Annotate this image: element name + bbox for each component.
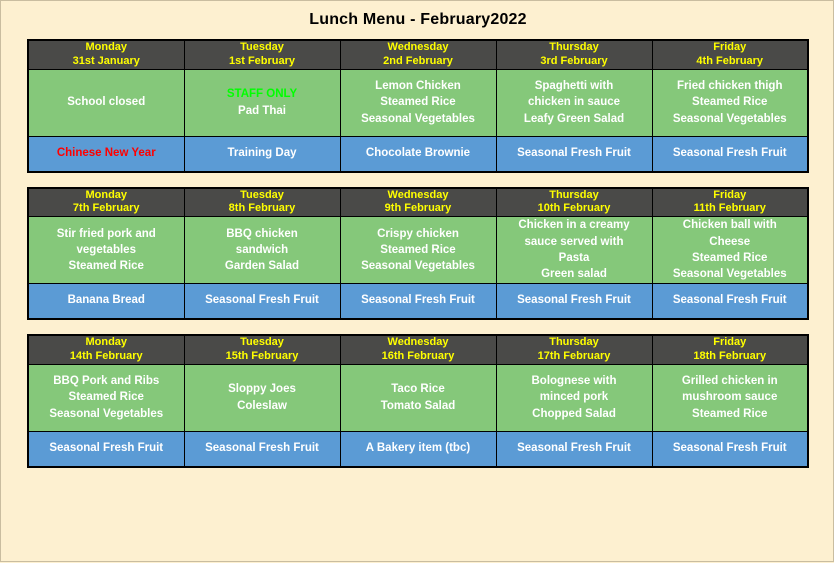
day-header-cell [184, 335, 340, 364]
day-header-cell [184, 40, 340, 69]
day-date: 2nd February [383, 54, 453, 67]
day-name: Tuesday [240, 188, 284, 201]
dessert-cell [340, 431, 496, 467]
menu-line: Chopped Salad [532, 407, 616, 420]
day-header-cell [184, 188, 340, 217]
menu-line: BBQ chicken [226, 227, 298, 240]
main-course-cell [184, 217, 340, 284]
page-title: Lunch Menu - February2022 [309, 11, 527, 28]
day-date: 14th February [69, 349, 143, 362]
menu-line: Steamed Rice [380, 243, 456, 256]
dessert-cell [184, 284, 340, 320]
menu-line: Pad Thai [238, 104, 286, 117]
day-date: 16th February [381, 349, 455, 362]
main-course-row [28, 364, 808, 431]
weeks-container [27, 39, 809, 468]
menu-line: Seasonal Fresh Fruit [517, 294, 631, 307]
day-date: 18th February [693, 349, 767, 362]
menu-page [1, 1, 834, 563]
menu-line: Seasonal Fresh Fruit [517, 146, 631, 159]
menu-line: sandwich [235, 243, 289, 256]
menu-line: Crispy chicken [377, 227, 459, 240]
menu-line: minced pork [539, 391, 609, 404]
day-name: Thursday [549, 41, 599, 53]
menu-line: STAFF ONLY [226, 88, 298, 101]
main-course-cell [28, 69, 184, 136]
menu-line: BBQ Pork and Ribs [53, 375, 160, 387]
day-date: 31st January [72, 54, 140, 67]
menu-line: Chocolate Brownie [365, 146, 471, 159]
week-table [27, 39, 809, 173]
day-name: Friday [713, 336, 747, 348]
dessert-row [28, 431, 808, 467]
dessert-row [28, 136, 808, 172]
day-name: Wednesday [387, 188, 449, 201]
main-course-cell [184, 364, 340, 431]
menu-line: Steamed Rice [692, 96, 768, 109]
main-course-cell [340, 217, 496, 284]
day-name: Friday [713, 188, 747, 201]
main-course-cell [496, 69, 652, 136]
day-date: 1st February [228, 54, 296, 67]
menu-line: Training Day [227, 146, 297, 159]
dessert-cell [184, 431, 340, 467]
dessert-row [28, 284, 808, 320]
day-header-cell [28, 188, 184, 217]
menu-line: Seasonal Vegetables [672, 268, 787, 281]
day-header-cell [340, 188, 496, 217]
menu-line: Seasonal Vegetables [49, 407, 164, 420]
day-header-cell [652, 40, 808, 69]
main-course-cell [28, 217, 184, 284]
main-course-cell [340, 69, 496, 136]
dessert-cell [652, 136, 808, 172]
menu-line: Chinese New Year [56, 146, 156, 159]
menu-line: Seasonal Fresh Fruit [205, 294, 319, 307]
menu-line: Seasonal Fresh Fruit [672, 294, 787, 307]
main-course-row [28, 217, 808, 284]
menu-line: Steamed Rice [692, 252, 768, 264]
dessert-cell [340, 136, 496, 172]
menu-line: Sloppy Joes [228, 383, 296, 396]
menu-line: Banana Bread [67, 294, 145, 307]
day-name: Tuesday [240, 336, 284, 348]
dessert-cell [652, 284, 808, 320]
day-name: Tuesday [240, 41, 284, 53]
menu-line: Seasonal Vegetables [361, 260, 475, 273]
menu-line: chicken in sauce [527, 96, 621, 109]
menu-line: Seasonal Fresh Fruit [672, 146, 787, 159]
day-date: 9th February [384, 202, 452, 215]
menu-line: Stir fried pork and [56, 227, 156, 240]
day-header-cell [652, 188, 808, 217]
day-name: Friday [713, 41, 747, 53]
day-name: Monday [85, 41, 128, 53]
main-course-cell [340, 364, 496, 431]
day-date: 7th February [72, 202, 140, 215]
week-header-row [28, 40, 808, 69]
day-header-cell [340, 40, 496, 69]
week-table [27, 187, 809, 321]
day-date: 4th February [696, 54, 764, 67]
day-name: Thursday [549, 336, 599, 348]
menu-line: Taco Rice [391, 383, 445, 396]
menu-line: Pasta [558, 252, 590, 264]
menu-line: Steamed Rice [68, 391, 144, 404]
menu-line: Spaghetti with [534, 80, 614, 92]
menu-line: vegetables [76, 243, 136, 256]
day-date: 11th February [693, 202, 766, 215]
menu-line: Chicken in a creamy [518, 219, 630, 232]
menu-line: Leafy Green Salad [523, 112, 625, 125]
menu-line: sauce served with [524, 235, 624, 248]
main-course-cell [652, 217, 808, 284]
day-header-cell [340, 335, 496, 364]
dessert-cell [652, 431, 808, 467]
main-course-cell [496, 364, 652, 431]
main-course-cell [652, 69, 808, 136]
day-header-cell [28, 335, 184, 364]
main-course-cell [652, 364, 808, 431]
dessert-cell [496, 136, 652, 172]
day-date: 3rd February [540, 54, 608, 67]
dessert-cell [28, 284, 184, 320]
main-course-row [28, 69, 808, 136]
day-header-cell [496, 335, 652, 364]
day-name: Monday [85, 188, 128, 201]
menu-line: Lemon Chicken [375, 80, 461, 92]
day-name: Monday [85, 336, 128, 348]
menu-line: Steamed Rice [692, 407, 768, 420]
menu-line: Seasonal Fresh Fruit [361, 294, 475, 307]
menu-line: School closed [67, 96, 146, 109]
menu-line: Seasonal Vegetables [361, 112, 475, 125]
menu-line: Steamed Rice [68, 260, 144, 273]
day-date: 8th February [228, 202, 296, 215]
menu-line: Green salad [541, 268, 607, 281]
menu-line: Seasonal Fresh Fruit [672, 441, 787, 454]
menu-line: A Bakery item (tbc) [365, 441, 471, 454]
menu-line: Seasonal Fresh Fruit [49, 441, 164, 454]
dessert-cell [184, 136, 340, 172]
dessert-cell [496, 431, 652, 467]
menu-line: Chicken ball with [682, 219, 777, 232]
day-header-cell [652, 335, 808, 364]
menu-line: Fried chicken thigh [677, 80, 783, 92]
dessert-cell [496, 284, 652, 320]
menu-line: Bolognese with [531, 375, 617, 387]
main-course-cell [28, 364, 184, 431]
menu-line: Cheese [709, 235, 751, 248]
dessert-cell [340, 284, 496, 320]
day-header-cell [28, 40, 184, 69]
menu-line: Garden Salad [224, 260, 300, 273]
dessert-cell [28, 431, 184, 467]
menu-line: Seasonal Fresh Fruit [205, 441, 319, 454]
day-date: 15th February [225, 349, 299, 362]
day-name: Wednesday [387, 336, 449, 348]
week-header-row [28, 335, 808, 364]
week-header-row [28, 188, 808, 217]
main-course-cell [184, 69, 340, 136]
menu-line: Coleslaw [237, 399, 287, 412]
menu-line: Steamed Rice [380, 96, 456, 109]
menu-line: Seasonal Vegetables [672, 112, 787, 125]
day-header-cell [496, 40, 652, 69]
menu-line: Seasonal Fresh Fruit [517, 441, 631, 454]
main-course-cell [496, 217, 652, 284]
dessert-cell [28, 136, 184, 172]
menu-line: mushroom sauce [682, 391, 778, 404]
day-header-cell [496, 188, 652, 217]
menu-line: Grilled chicken in [681, 375, 778, 387]
day-name: Thursday [549, 188, 599, 201]
day-date: 10th February [537, 202, 611, 215]
day-name: Wednesday [387, 41, 449, 53]
menu-line: Tomato Salad [380, 399, 456, 412]
week-table [27, 334, 809, 468]
day-date: 17th February [537, 349, 611, 362]
